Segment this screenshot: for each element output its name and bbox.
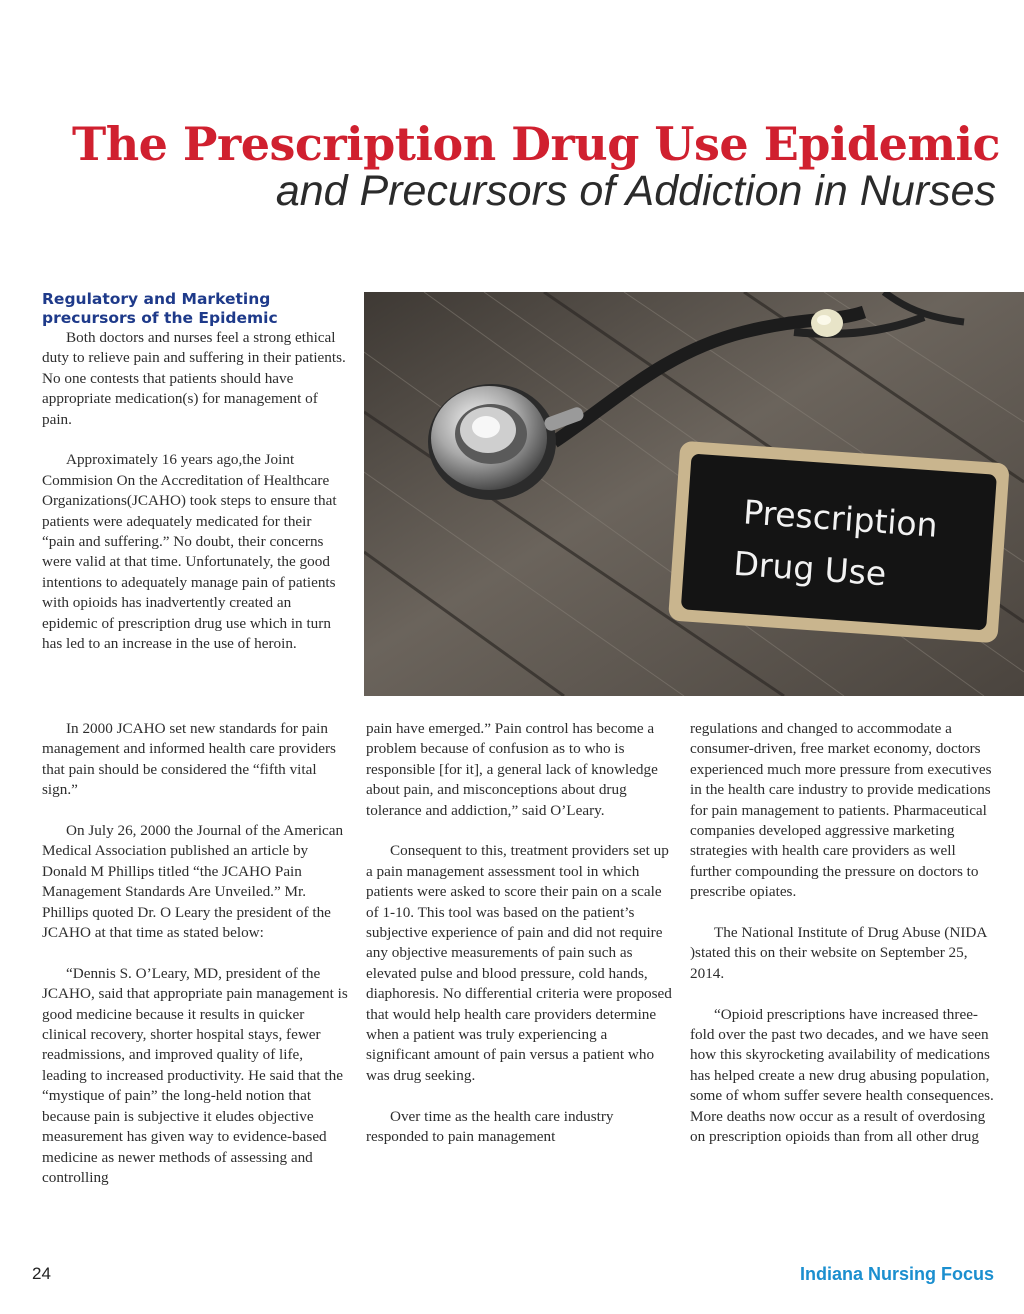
sign-line-2: Drug Use — [732, 543, 888, 594]
paragraph: “Dennis S. O’Leary, MD, president of the JCAHO, said that appropriate pain management is good medicine because it results in quicker clinical recovery, shorter hospital stays, fewer readmissions, and improved quality of life, leading to increased productivity. He said that the “mystique of pain” the long-held notion that because pain is subjective it eludes objective measurement has given way to evidence-based medicine as newer methods of assessing and controlling — [42, 964, 348, 1186]
section-heading-line2: precursors of the Epidemic — [42, 309, 278, 327]
paragraph: Approximately 16 years ago,the Joint Commision On the Accreditation of Healthcare Organizations(JCAHO) took steps to ensure that patients were adequately medicated for their “pain and suffering.” No doubt, their concerns were valid at that time. Unfortunately, the good intentions to adequately manage pain of patients with opioids has inadvertently created an epidemic of prescription drug use which in turn has led to an increase in the use of heroin. — [42, 451, 337, 653]
column-1-top — [42, 290, 348, 654]
section-heading — [42, 290, 348, 328]
section-heading-line1: Regulatory and Marketing — [42, 290, 271, 308]
column-2 — [366, 719, 672, 1148]
paragraph: On July 26, 2000 the Journal of the American Medical Association published an article by Donald M Phillips titled “the JCAHO Pain Management Standards Are Unveiled.” Mr. Phillips quoted Dr. O Leary the president of the JCAHO at that time as stated below: — [42, 822, 344, 942]
paragraph: The National Institute of Drug Abuse (NIDA )stated this on their website on September 25, 2014. — [690, 924, 987, 982]
paragraph: pain have emerged.” Pain control has become a problem because of confusion as to who is responsible [for it], a general lack of knowledge about pain, and misconceptions about drug tolerance and addiction,” said O’Leary. — [366, 720, 658, 819]
column-3 — [690, 719, 996, 1148]
paragraph: Consequent to this, treatment providers set up a pain management assessment tool in which patients were asked to score their pain on a scale of 1-10. This tool was based on the patient’s subjective experience of pain and did not require any objective measurements of pain such as elevated pulse and blood pressure, cold hands, diaphoresis. No differential criteria were proposed that would help health care providers determine when a patient was truly experiencing a significant amount of pain versus a patient who was drug seeking. — [366, 842, 672, 1084]
page-number: 24 — [32, 1264, 51, 1283]
stethoscope-photo — [364, 292, 1024, 696]
article-subtitle: and Precursors of Addiction in Nurses — [275, 167, 996, 215]
paragraph: In 2000 JCAHO set new standards for pain management and informed health care providers that pain should be considered the “fifth vital sign.” — [42, 720, 336, 799]
magazine-name: Indiana Nursing Focus — [799, 1264, 994, 1284]
column-1 — [42, 719, 348, 1188]
paragraph: regulations and changed to accommodate a consumer-driven, free market economy, doctors experienced much more pressure from executives in the health care industry to provide medications for pain management to patients. Pharmaceutical companies developed aggressive marketing strategies with health care providers as well further compounding the pressure on doctors to prescribe opiates. — [690, 720, 992, 901]
paragraph: “Opioid prescriptions have increased three-fold over the past two decades, and we have seen how this skyrocketing availability of medications has helped create a new drug abusing population, some of whom suffer severe health consequences. More deaths now occur as a result of overdosing on prescription opioids than from all other drug — [690, 1005, 994, 1146]
sign-line-1: Prescription — [742, 492, 939, 545]
paragraph: Both doctors and nurses feel a strong ethical duty to relieve pain and suffering in their patients. No one contests that patients should have appropriate medication(s) for management of pain. — [42, 329, 346, 428]
article-title: The Prescription Drug Use Epidemic — [71, 116, 1000, 171]
paragraph: Over time as the health care industry responded to pain management — [366, 1107, 614, 1146]
